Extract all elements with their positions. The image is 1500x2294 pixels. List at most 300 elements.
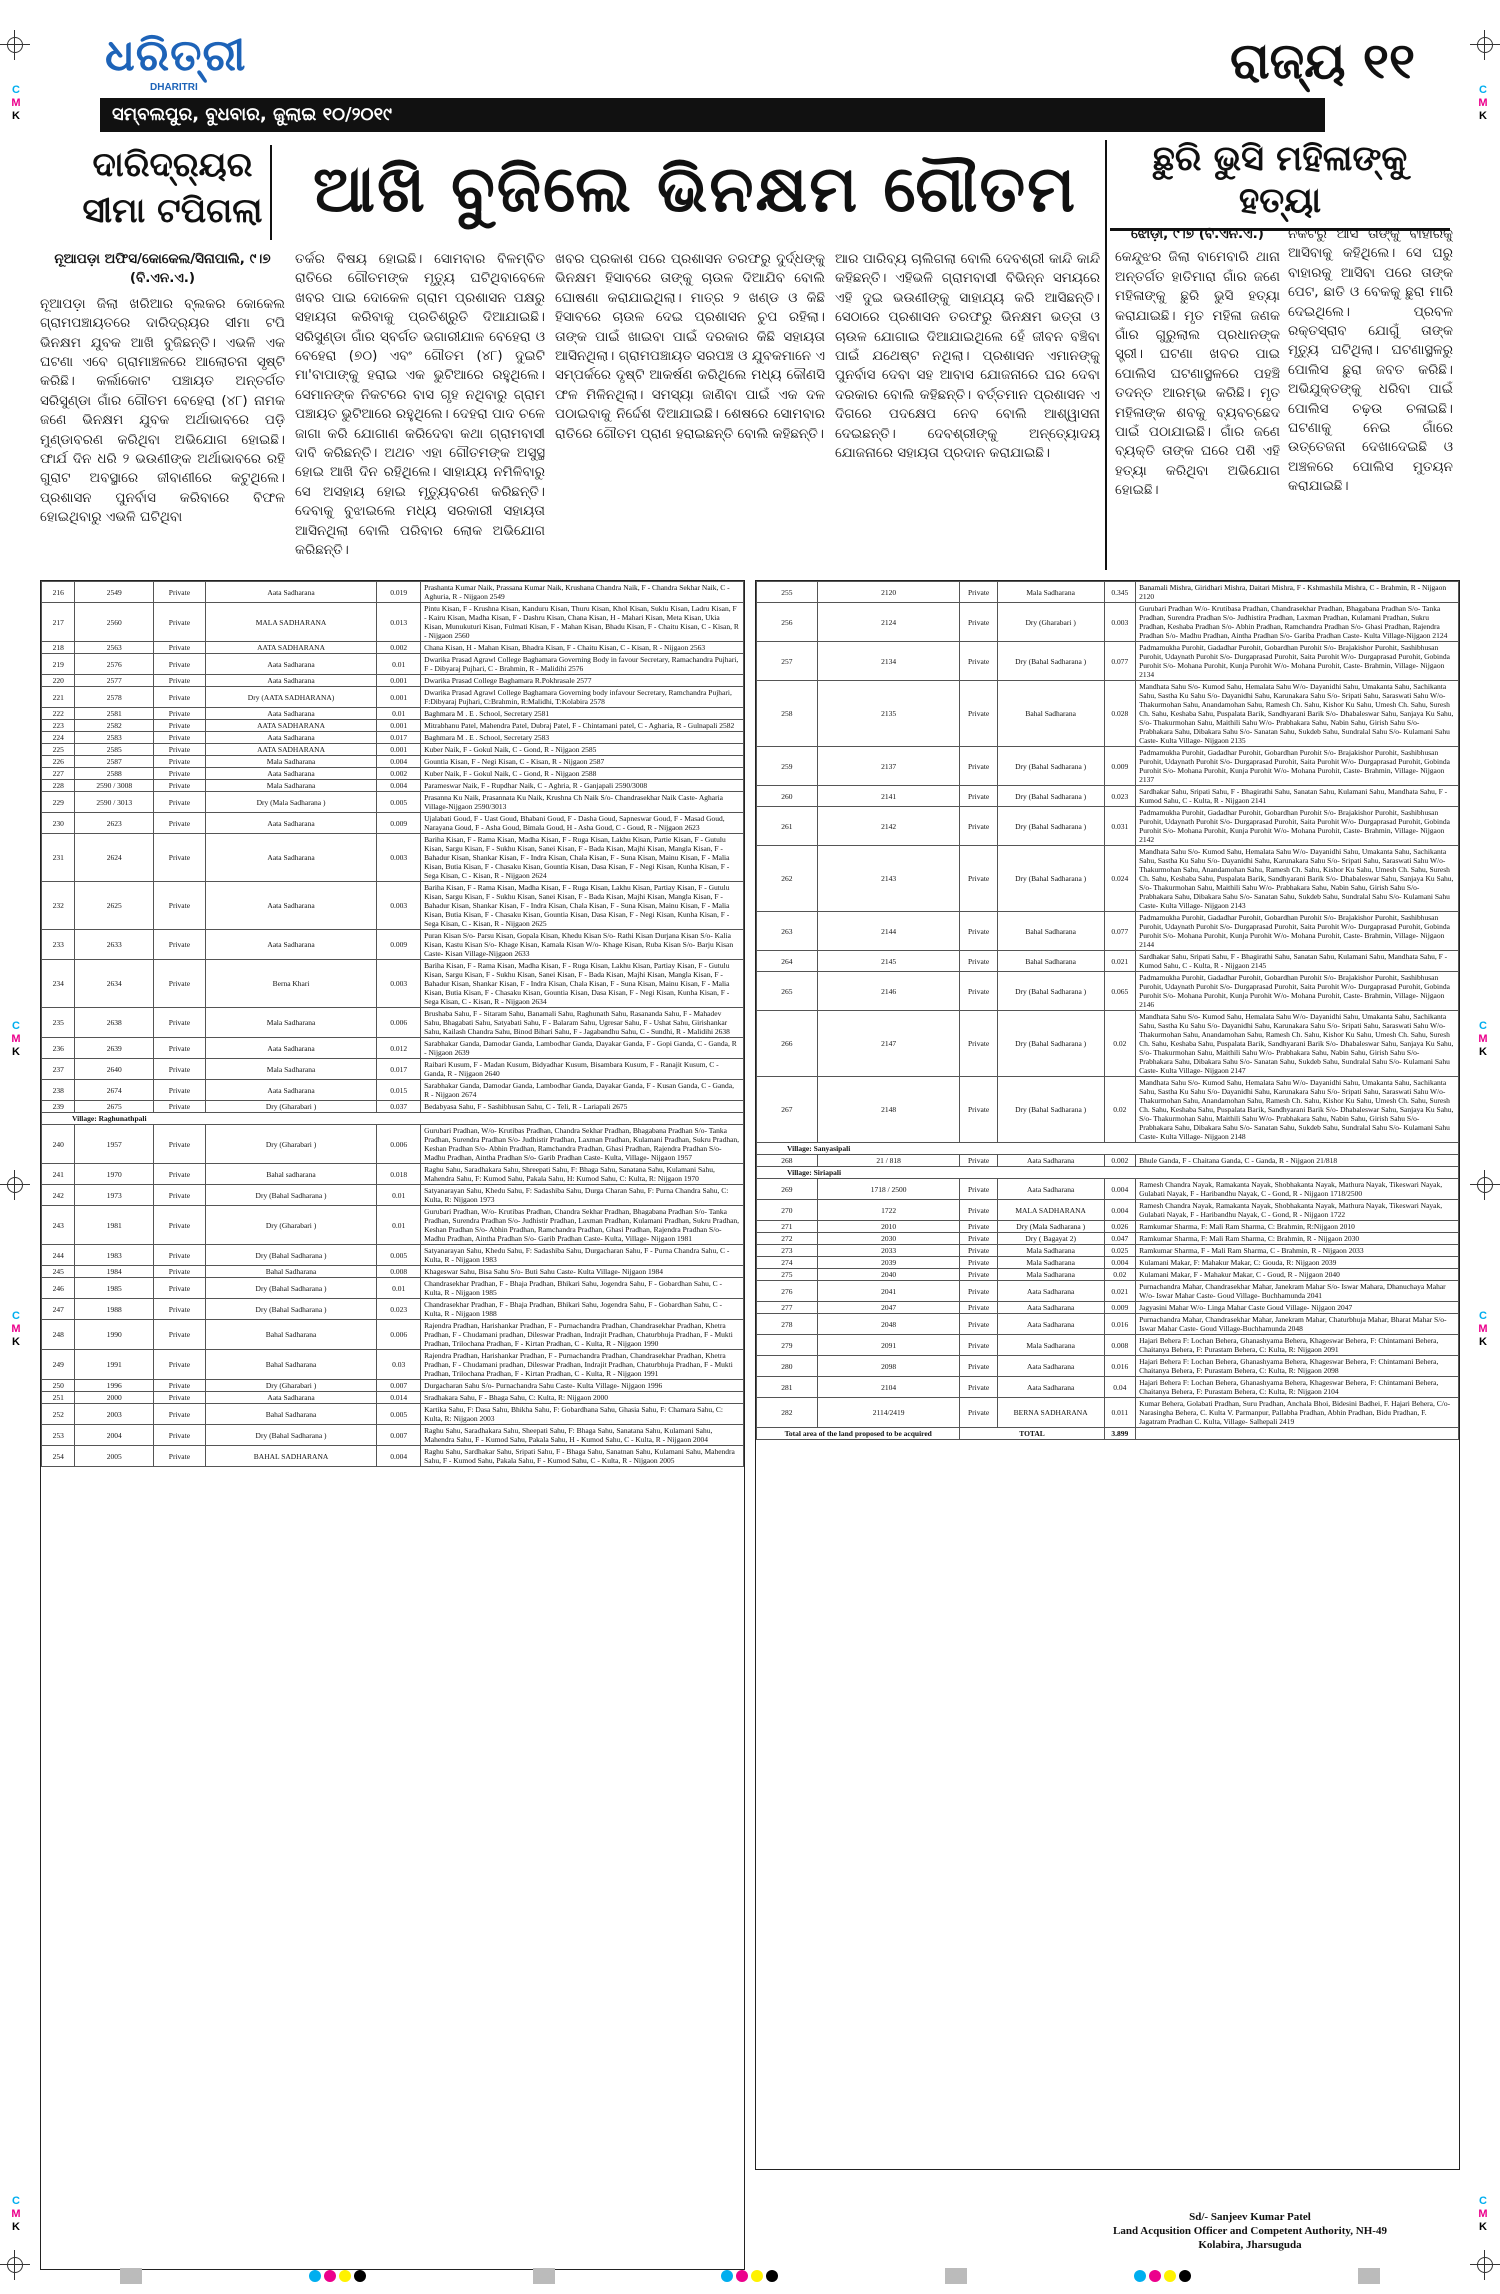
owner-details-cell: Sardhakar Sahu, Sripati Sahu, F - Bhagirathi Sahu, Sanatan Sahu, Kulamani Sahu, Mandhata Sahu, F - Kumod Sahu, C - Kulta, R - Nijgaon 2145 — [1136, 951, 1459, 972]
owner-details-cell: Prashanta Kumar Naik, Prassana Kumar Naik, Krushana Chandra Naik, F - Chandra Sekhar Naik, C - Aghuria, R - Nijgaon 2549 — [421, 582, 744, 603]
serial-cell: 253 — [42, 1425, 75, 1446]
table-row — [757, 1398, 1459, 1428]
serial-cell: 232 — [42, 882, 75, 930]
land-class-cell: Bahal Sadharana — [205, 1404, 376, 1425]
owner-details-cell: Sardhakar Sahu, Sripati Sahu, F - Bhagirathi Sahu, Sanatan Sahu, Kulamani Sahu, Mandhata Sahu, F - Kumod Sahu, C - Kulta, R - Nijgaon 2141 — [1136, 786, 1459, 807]
plot-number-cell: 2582 — [75, 720, 154, 732]
area-cell: 0.002 — [377, 642, 421, 654]
village-heading-row — [757, 1167, 1459, 1179]
ownership-cell: Private — [154, 642, 206, 654]
owner-details-cell: Padmamukha Purohit, Gadadhar Purohit, Gobardhan Purohit S/o- Brajakishor Purohit, Sashibhusan Purohit, Udaynath Purohit S/o- Durgaprasad Purohit, Saita Purohit W/o- Durgaprasad Purohit, Gobinda Purohit S/o- Mohana Purohit, Kunja Purohit W/o- Mohana Purohit, Caste- Brahmin, Village- Nijgaon 2146 — [1136, 972, 1459, 1011]
table-row — [42, 792, 744, 813]
serial-cell: 281 — [757, 1377, 818, 1398]
owner-details-cell: Kumar Behera, Golabati Pradhan, Suru Pradhan, Anchala Bhoi, Bidesini Badhei, F. Hajari Behera, C/o- Narasingha Behera, C. Kulta V. Parmanpur, Pallabha Pradhan, Abhin Pradhan, Bidu Pradhan, F. Jagatram Pradhan C. Kulta, Village- Salhepali 2419 — [1136, 1398, 1459, 1428]
table-row — [757, 1302, 1459, 1314]
story-text: ନୂଆପଡ଼ା ଜିଲା ଖରିଆର ବ୍ଲକର କୋକେଲ ଗ୍ରାମପଞ୍ଚାୟତରେ ଦାରିଦ୍ର୍ୟର ସୀମା ଟପି ଭିନକ୍ଷମ ଯୁବକ ଆଖି ବୁଜିଛନ୍ତି। ଏଭଳି ଏକ ଘଟଣା ଏବେ ଗ୍ରାମାଞ୍ଚଳରେ ଆଲୋଚନା ସୃଷ୍ଟି କରିଛି। କର୍ଲାକୋଟ ପଞ୍ଚାୟତ ଅନ୍ତର୍ଗତ ସରିସୁଣ୍ଡା ଗାଁର ଗୌତମ ବେହେରା (୪୮) ନାମକ ଜଣେ ଭିନକ୍ଷମ ଯୁବକ ଅର୍ଥାଭାବରେ ପଡ଼ି ମୁଣ୍ଡାବରଣ କରିଥିବା ଅଭିଯୋଗ ହୋଇଛି। ଫାର୍ଯ ଦିନ ଧରି ୨ ଭଉଣୀଙ୍କ ଅର୍ଥାଭାବରେ ରହି ଗୁରାଟ ଅବସ୍ଥାରେ ଜୀବାଣୀରେ କଟୁଥିଲେ। ପ୍ରଶାସନ ପୁନର୍ବାସ କରିବାରେ ବିଫଳ ହୋଇଥିବାରୁ ଏଭଳି ଘଟିଥିବା — [40, 295, 285, 526]
area-cell: 0.01 — [377, 708, 421, 720]
plot-number-cell: 2048 — [817, 1314, 960, 1335]
table-row — [42, 780, 744, 792]
plot-number-cell: 2560 — [75, 603, 154, 642]
signature-block — [1050, 2210, 1450, 2252]
serial-cell: 260 — [757, 786, 818, 807]
table-row — [42, 1350, 744, 1380]
serial-cell: 220 — [42, 675, 75, 687]
serial-cell: 223 — [42, 720, 75, 732]
serial-cell: 231 — [42, 834, 75, 882]
table-row — [42, 1059, 744, 1080]
plot-number-cell: 2674 — [75, 1080, 154, 1101]
area-cell: 0.009 — [1104, 1302, 1136, 1314]
table-row — [757, 1077, 1459, 1143]
newspaper-logo-subtitle: DHARITRI — [150, 82, 198, 93]
land-class-cell: Dry (AATA SADHARANA) — [205, 687, 376, 708]
ownership-cell: Private — [960, 642, 997, 681]
ownership-cell: Private — [154, 675, 206, 687]
table-row — [42, 1320, 744, 1350]
serial-cell: 279 — [757, 1335, 818, 1356]
area-cell: 0.004 — [1104, 1257, 1136, 1269]
land-class-cell: Aata Sadharana — [997, 1179, 1104, 1200]
ownership-cell: Private — [154, 1380, 206, 1392]
plot-number-cell: 1984 — [75, 1266, 154, 1278]
table-row — [757, 807, 1459, 846]
total-cell: TOTAL — [960, 1428, 1104, 1440]
ownership-cell: Private — [154, 1404, 206, 1425]
owner-details-cell: Baghmara M . E . School, Secretary 2581 — [421, 708, 744, 720]
ownership-cell: Private — [960, 1377, 997, 1398]
land-class-cell: Mala Sadharana — [997, 1245, 1104, 1257]
area-cell: 0.019 — [377, 582, 421, 603]
serial-cell: 225 — [42, 744, 75, 756]
owner-details-cell: Satyanarayan Sahu, Khedu Sahu, F: Sadashiba Sahu, Durga Charan Sahu, F: Purna Chandra Sahu, C: Kulta, R: Nijgaon 1973 — [421, 1185, 744, 1206]
serial-cell: 219 — [42, 654, 75, 675]
signature-name: Sd/- Sanjeev Kumar Patel — [1189, 2211, 1311, 2223]
owner-details-cell: Raghu Sahu, Sardhakar Sahu, Sripati Sahu, F - Bhaga Sahu, Sanatnan Sahu, Kulamani Sahu, Mahendra Sahu, F - Kumod Sahu, Pakala Sahu, F - Kumod Sahu, C - Kulta, R - Nijgaon 2005 — [421, 1446, 744, 1467]
ownership-cell: Private — [960, 1011, 997, 1077]
area-cell: 0.065 — [1104, 972, 1136, 1011]
owner-details-cell: Bariha Kisan, F - Rama Kisan, Madha Kisan, F - Ruga Kisan, Lakhu Kisan, Partiay Kisan, F - Gutulu Kisan, Sargu Kisan, F - Sukhu Kisan, Sanei Kisan, F - Bada Kisan, Majhi Kisan, Mangla Kisan, F - Bahadur Kisan, Shankar Kisan, F - Indra Kisan, Chala Kisan, F - Suna Kisan, Mainu Kisan, F - Malia Kisan, Butia Kisan, F - Chasaku Kisan, Gountia Kisan, Dasa Kisan, F - Negi Kisan, Kunha Kisan, F - Sega Kisan, C - Kisan, R - Nijgaon 2634 — [421, 960, 744, 1008]
land-class-cell: Aata Sadharana — [205, 732, 376, 744]
land-class-cell: Dry (Bahal Sadharana ) — [997, 807, 1104, 846]
area-cell: 0.04 — [1104, 1377, 1136, 1398]
land-class-cell: Berna Khari — [205, 960, 376, 1008]
total-cell: Total area of the land proposed to be acquired — [757, 1428, 960, 1440]
dateline: ସମ୍ବଲପୁର, ବୁଧବାର, ଜୁଲାଇ ୧୦/୨୦୧୯ — [100, 98, 1325, 132]
owner-details-cell: Ujalabati Goud, F - Uast Goud, Bhabani Goud, F - Dasha Goud, Sapneswar Goud, F - Masad Goud, Narayana Goud, F - Asha Goud, Bimala Goud, H - Asha Goud, C - Goud, R - Nijgaon 2623 — [421, 813, 744, 834]
area-cell: 0.002 — [1104, 1155, 1136, 1167]
land-class-cell: Dry (Bahal Sadharana ) — [205, 1425, 376, 1446]
cmyk-dots — [309, 2270, 366, 2282]
table-row — [42, 603, 744, 642]
plot-number-cell: 2581 — [75, 708, 154, 720]
land-class-cell: Bahal Sadharana — [205, 1266, 376, 1278]
serial-cell: 280 — [757, 1356, 818, 1377]
ownership-cell: Private — [154, 744, 206, 756]
land-class-cell: Dry (Bahal Sadharana ) — [997, 786, 1104, 807]
table-row — [42, 1404, 744, 1425]
owner-details-cell: Prasanna Ku Naik, Prasannata Ku Naik, Krushna Ch Naik S/o- Chandrasekhar Naik Caste- Agharia Village-Nijgaon 2590/3013 — [421, 792, 744, 813]
plot-number-cell: 1722 — [817, 1200, 960, 1221]
plot-number-cell: 2004 — [75, 1425, 154, 1446]
registration-mark — [0, 2250, 30, 2280]
table-row — [42, 960, 744, 1008]
owner-details-cell: Kartika Sahu, F: Dasa Sahu, Bhikha Sahu, F: Gobardhana Sahu, Ghasia Sahu, F: Chamara Sahu, C: Kulta, R: Nijgaon 2003 — [421, 1404, 744, 1425]
village-heading-row — [42, 1113, 744, 1125]
serial-cell: 256 — [757, 603, 818, 642]
cmyk-dots — [721, 2270, 778, 2282]
land-class-cell: Mala Sadharana — [205, 780, 376, 792]
ownership-cell: Private — [154, 1164, 206, 1185]
table-row — [42, 930, 744, 960]
serial-cell: 238 — [42, 1080, 75, 1101]
area-cell: 0.004 — [377, 1446, 421, 1467]
serial-cell: 224 — [42, 732, 75, 744]
ownership-cell: Private — [960, 1221, 997, 1233]
area-cell: 0.01 — [377, 1206, 421, 1245]
ownership-cell: Private — [960, 846, 997, 912]
plot-number-cell: 2104 — [817, 1377, 960, 1398]
owner-details-cell: Purnachandra Mahar, Chandrasekhar Mahar, Janekram Mahar S/o- Iswar Mahara, Dhanuchaya Mahar W/o- Iswar Mahar Caste- Goud Village- Buchhamunda 2041 — [1136, 1281, 1459, 1302]
serial-cell: 241 — [42, 1164, 75, 1185]
plot-number-cell: 2137 — [817, 747, 960, 786]
land-table-left-body — [42, 582, 744, 1467]
owner-details-cell: Hajari Behera F: Lochan Behera, Ghanashyama Behera, Khageswar Behera, F: Chintamani Behera, Chaitanya Behera, F: Purastam Behera, C: Kulta, R: Nijgaon 2091 — [1136, 1335, 1459, 1356]
plot-number-cell: 2576 — [75, 654, 154, 675]
land-class-cell: Dry (Bahal Sadharana ) — [205, 1245, 376, 1266]
headline-left: ଦାରିଦ୍ର୍ୟର ସୀମା ଟପିଗଲା — [82, 145, 263, 231]
table-row — [42, 882, 744, 930]
serial-cell: 234 — [42, 960, 75, 1008]
land-class-cell: Dry ( Bagayat 2) — [997, 1233, 1104, 1245]
land-table-right-body — [757, 582, 1459, 1440]
plot-number-cell: 1985 — [75, 1278, 154, 1299]
cmyk-mark: C M K — [1478, 84, 1488, 122]
print-color-bar — [120, 2266, 1380, 2286]
owner-details-cell: Ramkumar Sharma, F: Mali Ram Sharma, C: Brahmin, R:Nijgaon 2010 — [1136, 1221, 1459, 1233]
land-class-cell: Dry (Bahal Sadharana ) — [997, 972, 1104, 1011]
land-class-cell: Aata Sadharana — [205, 582, 376, 603]
plot-number-cell: 2145 — [817, 951, 960, 972]
land-class-cell: Mala Sadharana — [997, 1335, 1104, 1356]
table-row — [42, 675, 744, 687]
land-class-cell: Aata Sadharana — [205, 882, 376, 930]
registration-mark — [1470, 2250, 1500, 2280]
area-cell: 0.026 — [1104, 1221, 1136, 1233]
table-row — [42, 1164, 744, 1185]
owner-details-cell: Bhule Ganda, F - Chaitana Ganda, C - Ganda, R - Nijgaon 21/818 — [1136, 1155, 1459, 1167]
table-row — [42, 1101, 744, 1113]
table-row — [42, 1278, 744, 1299]
plot-number-cell: 2000 — [75, 1392, 154, 1404]
owner-details-cell: Padmamukha Purohit, Gadadhar Purohit, Gobardhan Purohit S/o- Brajakishor Purohit, Sashibhusan Purohit, Udaynath Purohit S/o- Durgaprasad Purohit, Saita Purohit W/o- Durgaprasad Purohit, Gobinda Purohit S/o- Mohana Purohit, Kunja Purohit W/o- Mohana Purohit, Caste- Brahmin, Village- Nijgaon 2134 — [1136, 642, 1459, 681]
owner-details-cell: Padmamukha Purohit, Gadadhar Purohit, Gobardhan Purohit S/o- Brajakishor Purohit, Sashibhusan Purohit, Udaynath Purohit S/o- Durgaprasad Purohit, Saita Purohit W/o- Durgaprasad Purohit, Gobinda Purohit S/o- Mohana Purohit, Kunja Purohit W/o- Mohana Purohit, Caste- Brahmin, Village- Nijgaon 2142 — [1136, 807, 1459, 846]
ownership-cell: Private — [960, 1077, 997, 1143]
land-class-cell: Dry (Bahal Sadharana ) — [205, 1278, 376, 1299]
owner-details-cell: Raibari Kusum, F - Madan Kusum, Bidyadhar Kusum, Bisambara Kusum, F - Ranajit Kusum, C - Ganda, R - Nijgaon 2640 — [421, 1059, 744, 1080]
land-class-cell: Dry (Bahal Sadharana ) — [205, 1185, 376, 1206]
ownership-cell: Private — [960, 1302, 997, 1314]
table-row — [757, 1155, 1459, 1167]
land-class-cell: Aata Sadharana — [997, 1281, 1104, 1302]
land-class-cell: Dry (Gharabari ) — [205, 1206, 376, 1245]
serial-cell: 278 — [757, 1314, 818, 1335]
ownership-cell: Private — [154, 1350, 206, 1380]
serial-cell: 265 — [757, 972, 818, 1011]
plot-number-cell: 2634 — [75, 960, 154, 1008]
land-table-right — [755, 580, 1460, 2170]
land-table-left — [40, 580, 745, 2270]
ownership-cell: Private — [154, 654, 206, 675]
plot-number-cell: 2640 — [75, 1059, 154, 1080]
table-row — [757, 1281, 1459, 1302]
owner-details-cell: Raghu Sahu, Saradhakara Sahu, Sheepati Sahu, F: Bhaga Sahu, Sanatana Sahu, Kulamani Sahu, Mahendra Sahu, F - Kumod Sahu, Pakala Sahu, H - Kumod Sahu, C - Kulta, R - Nijgaon 2004 — [421, 1425, 744, 1446]
ownership-cell: Private — [960, 1335, 997, 1356]
plot-number-cell: 2005 — [75, 1446, 154, 1467]
table-row — [42, 720, 744, 732]
serial-cell: 264 — [757, 951, 818, 972]
area-cell: 0.02 — [1104, 1011, 1136, 1077]
signature-title: Land Acqusition Officer and Competent Authority, NH-49 — [1113, 2225, 1387, 2237]
ownership-cell: Private — [960, 951, 997, 972]
serial-cell: 268 — [757, 1155, 818, 1167]
plot-number-cell: 21 / 818 — [817, 1155, 960, 1167]
plot-number-cell: 2638 — [75, 1008, 154, 1038]
land-class-cell: Aata Sadharana — [205, 675, 376, 687]
registration-mark — [1470, 1170, 1500, 1200]
table-row — [42, 1425, 744, 1446]
area-cell: 0.077 — [1104, 912, 1136, 951]
area-cell: 0.02 — [1104, 1269, 1136, 1281]
area-cell: 0.01 — [377, 654, 421, 675]
land-class-cell: AATA SADHARANA — [205, 720, 376, 732]
plot-number-cell: 2091 — [817, 1335, 960, 1356]
land-class-cell: Aata Sadharana — [997, 1377, 1104, 1398]
owner-details-cell: Padmamukha Purohit, Gadadhar Purohit, Gobardhan Purohit S/o- Brajakishor Purohit, Sashibhusan Purohit, Udaynath Purohit S/o- Durgaprasad Purohit, Saita Purohit W/o- Durgaprasad Purohit, Gobinda Purohit S/o- Mohana Purohit, Kunja Purohit W/o- Mohana Purohit, Caste- Brahmin, Village- Nijgaon 2144 — [1136, 912, 1459, 951]
owner-details-cell: Ramkumar Sharma, F - Mali Ram Sharma, C - Brahmin, R - Nijgaon 2033 — [1136, 1245, 1459, 1257]
land-class-cell: Dry (Bahal Sadharana ) — [997, 1011, 1104, 1077]
land-class-cell: Aata Sadharana — [997, 1314, 1104, 1335]
owner-details-cell: Sarabhakar Ganda, Damodar Ganda, Lambodhar Ganda, Dayakar Ganda, F - Kusan Ganda, C - Ganda, R - Nijgaon 2674 — [421, 1080, 744, 1101]
owner-details-cell: Dwarika Prasad Agrawl College Baghamara Governing Body in favour Secretary, Ramachandra Pujhari, F - Dibyaraj Pujhari, C - Brahmin, R - Malidihi 2576 — [421, 654, 744, 675]
serial-cell: 252 — [42, 1404, 75, 1425]
area-cell: 0.006 — [377, 1320, 421, 1350]
ownership-cell: Private — [154, 1320, 206, 1350]
area-cell: 0.003 — [377, 834, 421, 882]
plot-number-cell: 1957 — [75, 1125, 154, 1164]
serial-cell: 242 — [42, 1185, 75, 1206]
registration-mark — [0, 1170, 30, 1200]
area-cell: 0.006 — [377, 1008, 421, 1038]
ownership-cell: Private — [154, 1245, 206, 1266]
owner-details-cell: Mandhata Sahu S/o- Kumod Sahu, Hemalata Sahu W/o- Dayanidhi Sahu, Umakanta Sahu, Sachikanta Sahu, Sastha Ku Sahu S/o- Dayanidhi Sahu, Karunakara Sahu S/o- Sripati Sahu, Saraswati Sahu W/o- Thakurmohan Sahu, Anandamohan Sahu, Ramesh Ch. Sahu, Kishor Ku Sahu, Umesh Ch. Sahu, Suresh Ch. Sahu, Keshaba Sahu, Puspalata Barik, Sandhyarani Barik S/o- Dhabaleswar Sahu, Sanjaya Ku Sahu, S/o- Thakurmohan Sahu, Maithili Sahu W/o- Prabhakara Sahu, Nabin Sahu, Girish Sahu S/o- Prabhakara Sahu, Dibakara Sahu S/o- Sanatan Sahu, Sukdeb Sahu, Sundralal Sahu S/o- Kulamani Sahu Caste- Kulta Village- Nijgaon 2143 — [1136, 846, 1459, 912]
area-cell: 0.001 — [377, 720, 421, 732]
serial-cell: 239 — [42, 1101, 75, 1113]
table-row — [757, 972, 1459, 1011]
plot-number-cell: 2142 — [817, 807, 960, 846]
owner-details-cell: Gurubari Pradhan, W/o- Krutibas Pradhan, Chandra Sekhar Pradhan, Bhagabana Pradhan S/o- Tanka Pradhan, Surendra Pradhan S/o- Judhistir Pradhan, Laxman Pradhan, Kulamani Pradhan, Sukru Pradhan, Keshan Pradhan S/o- Abhin Pradhan, Ramchandra Pradhan, Ghasi Pradhan, Rajendra Pradhan S/o- Madhu Pradhan, Aintha Pradhan S/o- Garib Pradhan Caste- Kulta, Village- Nijgaon 1957 — [421, 1125, 744, 1164]
owner-details-cell: Mitrabhanu Patel, Mahendra Patel, Dubraj Patel, F - Chintamani patel, C - Agharia, R - Gulnapali 2582 — [421, 720, 744, 732]
land-class-cell: AATA SADHARANA — [205, 642, 376, 654]
ownership-cell: Private — [154, 1101, 206, 1113]
plot-number-cell: 2583 — [75, 732, 154, 744]
plot-number-cell: 2033 — [817, 1245, 960, 1257]
plot-number-cell: 2143 — [817, 846, 960, 912]
owner-details-cell: Brushaba Sahu, F - Sitaram Sahu, Banamali Sahu, Raghunath Sahu, Rasananda Sahu, F - Mahadev Sahu, Bhagabati Sahu, Satyabati Sahu, F - Balaram Sahu, Ugresar Sahu, F - Ushat Sahu, Girishankar Sahu, Kailash Chandra Sahu, Binod Bihari Sahu, F - Jagabandhu Sahu, C - Sundhi, R - Malidihi 2638 — [421, 1008, 744, 1038]
owner-details-cell: Gurubari Pradhan, W/o- Krutibas Pradhan, Chandra Sekhar Pradhan, Bhagabana Pradhan S/o- Tanka Pradhan, Surendra Pradhan S/o- Judhistir Pradhan, Laxman Pradhan, Kulamani Pradhan, Sukru Pradhan, Keshan Pradhan S/o- Abhin Pradhan, Ramchandra Pradhan, Ghasi Pradhan, Rajendra Pradhan S/o- Madhu Pradhan, Aintha Pradhan S/o- Garib Pradhan Caste- Kulta, Village- Nijgaon 1981 — [421, 1206, 744, 1245]
headline-right: ଛୁରି ଭୁସି ମହିଳାଙ୍କୁ ହତ୍ୟା — [1110, 138, 1450, 231]
owner-details-cell: Bariha Kisan, F - Rama Kisan, Madha Kisan, F - Ruga Kisan, Lakhu Kisan, Partie Kisan, F - Gutulu Kisan, Sargu Kisan, F - Sukhu Kisan, Sanei Kisan, F - Bada Kisan, Majhi Kisan, Mangla Kisan, F - Bahadur Kisan, Shankar Kisan, F - Indra Kisan, Chala Kisan, F - Suna Kisan, Mainu Kisan, F - Malia Kisan, Butia Kisan, F - Chasaku Kisan, Gountia Kisan, Dasa Kisan, F - Negi Kisan, Kunha Kisan, F - Sega Kisan, C - Kisan, R - Nijgaon 2624 — [421, 834, 744, 882]
owner-details-cell: Kulamani Makar, F - Mahakur Makar, C - Goud, R - Nijgaon 2040 — [1136, 1269, 1459, 1281]
area-cell: 0.007 — [377, 1425, 421, 1446]
area-cell: 0.023 — [1104, 786, 1136, 807]
owner-details-cell: Durgacharan Sahu S/o- Purnachandra Sahu Caste- Kulta Village- Nijgaon 1996 — [421, 1380, 744, 1392]
ownership-cell: Private — [960, 1200, 997, 1221]
plot-number-cell: 2144 — [817, 912, 960, 951]
ownership-cell: Private — [154, 768, 206, 780]
owner-details-cell: Khageswar Sahu, Bisa Sahu S/o- Buti Sahu Caste- Kulta Village- Nijgaon 1984 — [421, 1266, 744, 1278]
area-cell: 0.03 — [377, 1350, 421, 1380]
ownership-cell: Private — [960, 603, 997, 642]
serial-cell: 230 — [42, 813, 75, 834]
ownership-cell: Private — [960, 1398, 997, 1428]
area-cell: 0.003 — [377, 882, 421, 930]
story-byline: ଝୋଡ଼ା, ୯।୭ (ବି.ଏନ.ଏ.) — [1131, 226, 1264, 242]
owner-details-cell: Dwarika Prasad Agrawl College Baghamara Governing body infavour Secretary, Ramchandra Pujhari, F:Dibyaraj Pujhari, C:Brahmin, R:Malidhi, T:Kolabira 2578 — [421, 687, 744, 708]
area-cell: 0.028 — [1104, 681, 1136, 747]
plot-number-cell: 2135 — [817, 681, 960, 747]
plot-number-cell: 2041 — [817, 1281, 960, 1302]
owner-details-cell: Chandrasekhar Pradhan, F - Bhaja Pradhan, Bhikari Sahu, Jogendra Sahu, F - Gobardhan Sahu, C - Kulta, R - Nijgaon 1985 — [421, 1278, 744, 1299]
area-cell: 0.001 — [377, 675, 421, 687]
table-row — [42, 768, 744, 780]
serial-cell: 221 — [42, 687, 75, 708]
table-row — [42, 744, 744, 756]
ownership-cell: Private — [960, 786, 997, 807]
ownership-cell: Private — [154, 1392, 206, 1404]
cmyk-mark: C M K — [11, 1310, 21, 1348]
plot-number-cell: 2624 — [75, 834, 154, 882]
ownership-cell: Private — [960, 1314, 997, 1335]
total-cell: 3.899 — [1104, 1428, 1136, 1440]
area-cell: 0.018 — [377, 1164, 421, 1185]
area-cell: 0.005 — [377, 792, 421, 813]
table-row — [42, 1245, 744, 1266]
table-row — [757, 603, 1459, 642]
cmyk-mark: C M K — [11, 84, 21, 122]
table-row — [42, 813, 744, 834]
table-row — [757, 846, 1459, 912]
owner-details-cell: Hajari Behera F: Lochan Behera, Ghanashyama Behera, Khageswar Behera, F: Chintamani Behera, Chaitanya Behera, F: Purastam Behera, C: Kulta, R: Nijgaon 2104 — [1136, 1377, 1459, 1398]
plot-number-cell: 2030 — [817, 1233, 960, 1245]
land-class-cell: Dry (Gharabari ) — [997, 603, 1104, 642]
area-cell: 0.002 — [377, 768, 421, 780]
table-row — [757, 1245, 1459, 1257]
area-cell: 0.005 — [377, 1245, 421, 1266]
table-row — [42, 834, 744, 882]
owner-details-cell: Bariha Kisan, F - Rama Kisan, Madha Kisan, F - Ruga Kisan, Lakhu Kisan, Partiay Kisan, F - Gutulu Kisan, Sargu Kisan, F - Sukhu Kisan, Sanei Kisan, F - Bada Kisan, Majhi Kisan, Mangla Kisan, F - Bahadur Kisan, Shankar Kisan, F - Indra Kisan, Chala Kisan, F - Suna Kisan, Mainu Kisan, F - Malia Kisan, Butia Kisan, F - Chasaku Kisan, Gountia Kisan, Dasa Kisan, F - Negi Kisan, Kunha Kisan, F - Sega Kisan, C - Kisan, R - Nijgaon 2625 — [421, 882, 744, 930]
area-cell: 0.004 — [377, 780, 421, 792]
ownership-cell: Private — [154, 720, 206, 732]
ownership-cell: Private — [154, 1425, 206, 1446]
land-class-cell: Dry (Bahal Sadharana ) — [997, 846, 1104, 912]
area-cell: 0.024 — [1104, 846, 1136, 912]
table-row — [757, 681, 1459, 747]
land-class-cell: Mala Sadharana — [997, 582, 1104, 603]
ownership-cell: Private — [154, 708, 206, 720]
plot-number-cell: 2577 — [75, 675, 154, 687]
area-cell: 0.003 — [377, 960, 421, 1008]
ownership-cell: Private — [154, 930, 206, 960]
ownership-cell: Private — [960, 1269, 997, 1281]
story-main-col3: ଖବର ପ୍ରକାଶ ପରେ ପ୍ରଶାସନ ତରଫରୁ ଦୁର୍ଦ୍ଧଙ୍କୁ ଭିନକ୍ଷମ ହିସାବରେ ତାଙ୍କୁ ଚାଉଳ ଦିଆଯିବ ବୋଲି ଘୋଷଣା କରାଯାଇଥିଲା। ମାତ୍ର ୨ ଖଣ୍ଡ ଓ କିଛି ହିସାବରେ ଚାଉଳ ଦେଇ ପ୍ରଶାସନ ଚୁପ ରହିଲା। ତାଙ୍କ ପାଇଁ ଖାଇବା ପାଇଁ ଦରକାର କିଛି ସହାୟତା ଆସିନଥିଲା। ଗ୍ରାମପଞ୍ଚାୟତ ସରପଞ୍ଚ ଓ ଯୁବକମାନେ ଏ ସମ୍ପର୍କରେ ଦୃଷ୍ଟି ଆକର୍ଷଣ କରିଥିଲେ ମଧ୍ୟ କୌଣସି ଫଳ ମିଳିନଥିଲା। ସମସ୍ୟା ଜାଣିବା ପାଇଁ ଏକ ଦଳ ପଠାଇବାକୁ ନିର୍ଦ୍ଦେଶ ଦିଆଯାଇଛି। ଶେଷରେ ସୋମବାର ରାତିରେ ଗୌତମ ପ୍ରାଣ ହରାଇଛନ୍ତି ବୋଲି କହିଛନ୍ତି। — [555, 251, 825, 442]
table-row — [757, 1200, 1459, 1221]
story-text: କେନ୍ଦୁଝର ଜିଲା ବାମେବାରି ଥାନା ଅନ୍ତର୍ଗତ ହାତିମାରା ଗାଁର ଜଣେ ମହିଳାଙ୍କୁ ଛୁରି ଭୁସି ହତ୍ୟା କରାଯାଇଛି। ମୃତ ମହିଳା ଜଣକ ଗାଁର ଗୁରୁଲାଲ ପ୍ରଧାନଙ୍କ ସ୍ତ୍ରୀ। ଘଟଣା ଖବର ପାଇ ପୋଲିସ ଘଟଣାସ୍ଥଳରେ ପହଞ୍ଚି ତଦନ୍ତ ଆରମ୍ଭ କରିଛି। ମୃତ ମହିଳାଙ୍କ ଶବକୁ ବ୍ୟବଚ୍ଛେଦ ପାଇଁ ପଠାଯାଇଛି। ଗାଁର ଜଣେ ବ୍ୟକ୍ତି ତାଙ୍କ ଘରେ ପଶି ଏହି ହତ୍ୟା କରିଥିବା ଅଭିଯୋଗ ହୋଇଛି। — [1115, 249, 1280, 499]
owner-details-cell: Rajendra Pradhan, Harishankar Pradhan, F - Purnachandra Pradhan, Chandrasekhar Pradhan, Khetra Pradhan, F - Chudamani pradhan, Dileswar Pradhan, Indrajit Pradhan, Chaturbhuja Pradhan, F - Mukti Pradhan, Trilochana Pradhan, F - Kirtan Pradhan, C - Kulta, R - Nijgaon 1990 — [421, 1320, 744, 1350]
serial-cell: 246 — [42, 1278, 75, 1299]
table-row — [757, 1233, 1459, 1245]
village-name: Village: Siriapali — [757, 1167, 1459, 1179]
land-class-cell: Aata Sadharana — [997, 1356, 1104, 1377]
table-row — [757, 747, 1459, 786]
land-class-cell: AATA SADHARANA — [205, 744, 376, 756]
plot-number-cell: 1990 — [75, 1320, 154, 1350]
area-cell: 0.011 — [1104, 1398, 1136, 1428]
serial-cell: 259 — [757, 747, 818, 786]
table-row — [42, 582, 744, 603]
area-cell: 0.004 — [377, 756, 421, 768]
area-cell: 0.345 — [1104, 582, 1136, 603]
plot-number-cell: 2114/2419 — [817, 1398, 960, 1428]
story-byline: ନୂଆପଡ଼ା ଅଫିସ/କୋକେଲ/ସିନାପାଲି, ୯।୭ (ବି.ଏନ.ଏ.) — [54, 251, 271, 287]
gray-swatch — [533, 2268, 555, 2284]
area-cell: 0.009 — [377, 930, 421, 960]
serial-cell: 222 — [42, 708, 75, 720]
serial-cell: 254 — [42, 1446, 75, 1467]
owner-details-cell: Rajendra Pradhan, Harishankar Pradhan, F - Purnachandra Pradhan, Chandrasekhar Pradhan, Khetra Pradhan, F - Chudamani pradhan, Dileswar Pradhan, Indrajit Pradhan, Chaturbhuja Pradhan, F - Mukti Pradhan, Trilochana Pradhan, F - Kirtan Pradhan, C - Kulta, R - Nijgaon 1991 — [421, 1350, 744, 1380]
land-class-cell: Dry (Bahal Sadharana ) — [997, 1077, 1104, 1143]
table-row — [42, 1185, 744, 1206]
area-cell: 0.077 — [1104, 642, 1136, 681]
serial-cell: 277 — [757, 1302, 818, 1314]
gray-swatch — [120, 2268, 142, 2284]
owner-details-cell: Mandhata Sahu S/o- Kumod Sahu, Hemalata Sahu W/o- Dayanidhi Sahu, Umakanta Sahu, Sachikanta Sahu, Sastha Ku Sahu S/o- Dayanidhi Sahu, Karunakara Sahu S/o- Sripati Sahu, Saraswati Sahu W/o- Thakurmohan Sahu, Anandamohan Sahu, Ramesh Ch. Sahu, Kishor Ku Sahu, Umesh Ch. Sahu, Suresh Ch. Sahu, Keshaba Sahu, Puspalata Barik, Sandhyarani Barik S/o- Dhabaleswar Sahu, Sanjaya Ku Sahu, S/o- Thakurmohan Sahu, Maithili Sahu W/o- Prabhakara Sahu, Nabin Sahu, Girish Sahu S/o- Prabhakara Sahu, Dibakara Sahu S/o- Sanatan Sahu, Sukdeb Sahu, Sundralal Sahu S/o- Kulamani Sahu Caste- Kulta Village- Nijgaon 2147 — [1136, 1011, 1459, 1077]
plot-number-cell: 2040 — [817, 1269, 960, 1281]
ownership-cell: Private — [960, 1356, 997, 1377]
table-row — [757, 582, 1459, 603]
registration-mark — [1470, 30, 1500, 60]
land-class-cell: Dry (Bahal Sadharana ) — [205, 1299, 376, 1320]
ownership-cell: Private — [960, 1179, 997, 1200]
area-cell: 0.02 — [1104, 1077, 1136, 1143]
area-cell: 0.001 — [377, 744, 421, 756]
serial-cell: 274 — [757, 1257, 818, 1269]
table-row — [757, 1314, 1459, 1335]
divider — [1105, 140, 1107, 570]
table-row — [757, 786, 1459, 807]
owner-details-cell: Chana Kisan, H - Mahan Kisan, Bhadra Kisan, F - Chaitu Kisan, C - Kisan, R - Nijgaon 2563 — [421, 642, 744, 654]
plot-number-cell: 2588 — [75, 768, 154, 780]
ownership-cell: Private — [154, 1185, 206, 1206]
area-cell: 0.004 — [1104, 1200, 1136, 1221]
serial-cell: 229 — [42, 792, 75, 813]
ownership-cell: Private — [154, 732, 206, 744]
serial-cell: 262 — [757, 846, 818, 912]
story-right-col1 — [1115, 225, 1280, 570]
table-row — [42, 1125, 744, 1164]
land-class-cell: Aata Sadharana — [997, 1155, 1104, 1167]
serial-cell: 276 — [757, 1281, 818, 1302]
area-cell: 0.021 — [1104, 1281, 1136, 1302]
